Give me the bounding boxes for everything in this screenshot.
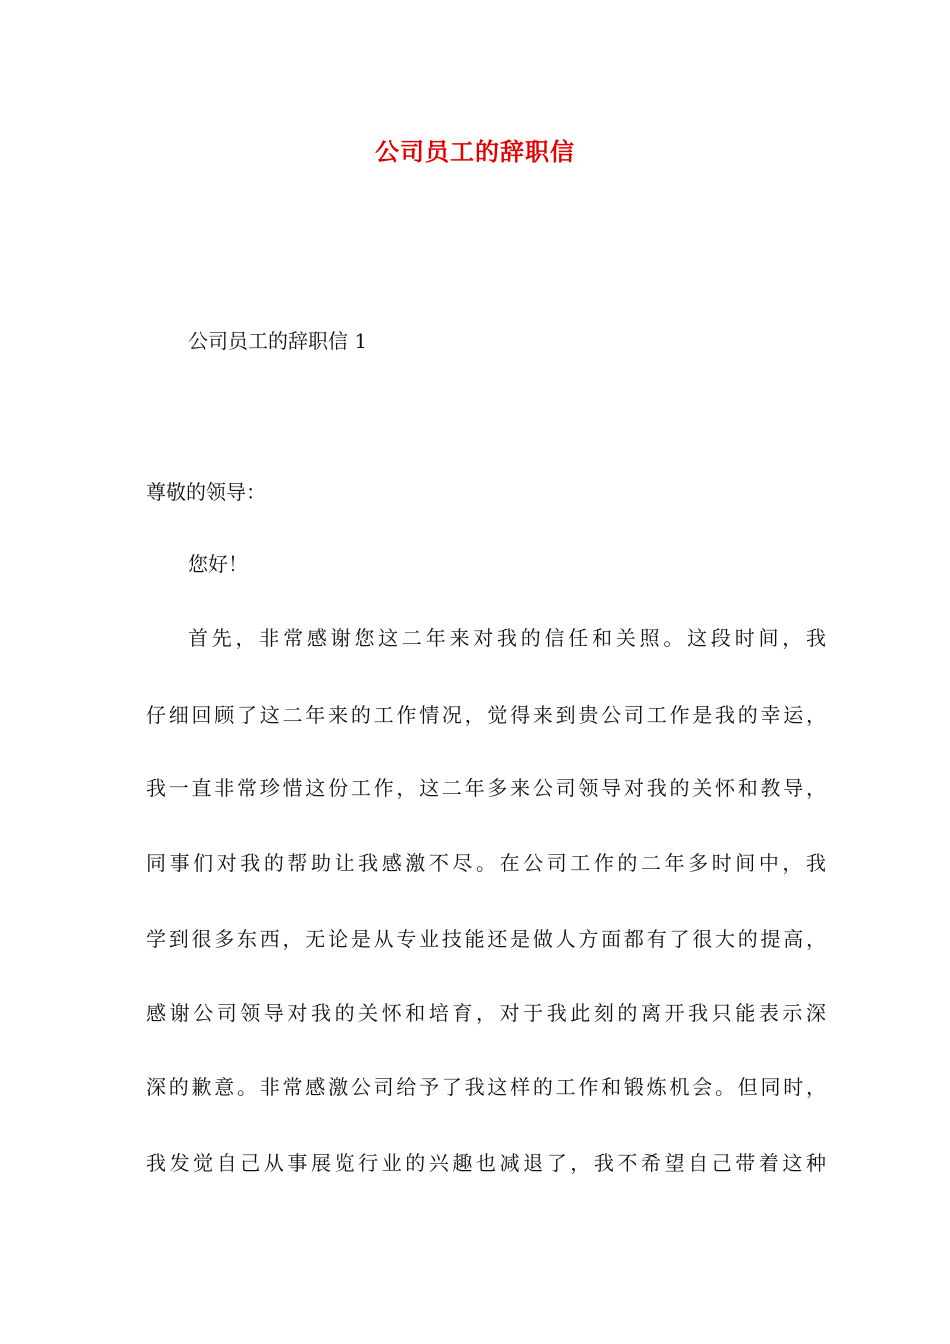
body-line: 学到很多东西，无论是从专业技能还是做人方面都有了很大的提高，	[146, 927, 826, 951]
document-title: 公司员工的辞职信	[375, 137, 575, 166]
body-line: 我一直非常珍惜这份工作，这二年多来公司领导对我的关怀和教导，	[146, 776, 826, 800]
body-line: 首先，非常感谢您这二年来对我的信任和关照。这段时间，我	[188, 626, 826, 650]
salutation: 尊敬的领导：	[146, 480, 266, 504]
body-line: 同事们对我的帮助让我感激不尽。在公司工作的二年多时间中，我	[146, 851, 826, 875]
greeting: 您好！	[188, 552, 248, 576]
body-line: 深的歉意。非常感激公司给予了我这样的工作和锻炼机会。但同时，	[146, 1075, 826, 1099]
body-line: 感谢公司领导对我的关怀和培育，对于我此刻的离开我只能表示深	[146, 1001, 826, 1025]
body-line: 仔细回顾了这二年来的工作情况，觉得来到贵公司工作是我的幸运，	[146, 703, 826, 727]
body-line: 我发觉自己从事展览行业的兴趣也减退了，我不希望自己带着这种	[146, 1151, 826, 1175]
section-heading: 公司员工的辞职信 1	[188, 329, 368, 353]
